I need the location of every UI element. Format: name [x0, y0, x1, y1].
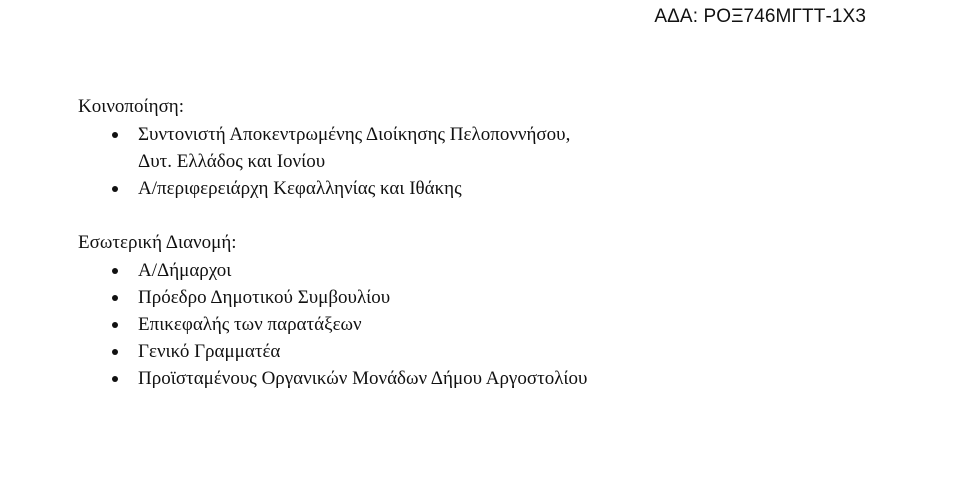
bullet-icon: [112, 376, 118, 382]
internal-distribution-heading: Εσωτερική Διανομή:: [78, 232, 237, 253]
list-item: [78, 338, 587, 365]
bullet-icon: [112, 186, 118, 192]
list-item: [78, 365, 587, 392]
notification-list: [78, 121, 570, 202]
list-item: [78, 257, 587, 284]
internal-distribution-section: [78, 230, 587, 392]
bullet-icon: [112, 295, 118, 301]
list-item-text: Α/Δήμαρχοι: [138, 260, 232, 281]
list-item-text: Δυτ. Ελλάδος και Ιονίου: [138, 151, 326, 172]
list-item-text: Επικεφαλής των παρατάξεων: [138, 314, 362, 335]
list-item-text: Προϊσταμένους Οργανικών Μονάδων Δήμου Αργοστολίου: [138, 368, 588, 389]
ada-code: ΑΔΑ: ΡΟΞ746ΜΓΤΤ-1Χ3: [654, 6, 866, 27]
list-item-text: Α/περιφερειάρχη Κεφαλληνίας και Ιθάκης: [138, 178, 462, 199]
bullet-icon: [112, 132, 118, 138]
list-item: [78, 284, 587, 311]
notification-section: [78, 94, 570, 202]
bullet-icon: [112, 268, 118, 274]
notification-heading: Κοινοποίηση:: [78, 96, 185, 117]
list-item-text: Συντονιστή Αποκεντρωμένης Διοίκησης Πελοποννήσου,: [138, 124, 571, 145]
list-item-text: Πρόεδρο Δημοτικού Συμβουλίου: [138, 287, 391, 308]
list-item: [78, 121, 570, 175]
list-item-text: Γενικό Γραμματέα: [138, 341, 281, 362]
bullet-icon: [112, 322, 118, 328]
list-item: [78, 175, 570, 202]
bullet-icon: [112, 349, 118, 355]
internal-distribution-list: [78, 257, 587, 392]
list-item: [78, 311, 587, 338]
